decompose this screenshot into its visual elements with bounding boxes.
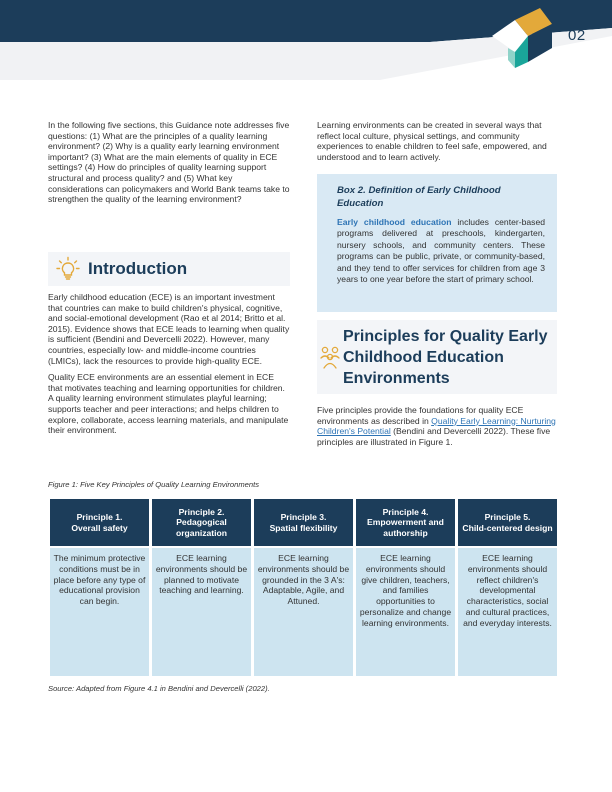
- lightbulb-icon: [48, 252, 88, 286]
- principle-title: Principle 2. Pedagogical organization: [152, 499, 251, 546]
- definition-box: [317, 174, 557, 312]
- definition-body: includes center-based programs delivered at preschools, kindergarten, nursery schools, and community centers. These programs can be public, private, or community-based, and they tend to offer services for children from age 3 years to one year before the start of primary school.: [337, 217, 545, 285]
- principle-column: [356, 499, 455, 676]
- children-group-icon: [317, 320, 343, 394]
- principle-text: The minimum protective conditions must be in place before any type of educational provision can begin.: [50, 548, 149, 676]
- principles-figure: [50, 499, 557, 676]
- introduction-heading-block: [48, 252, 290, 286]
- introduction-paragraph-2: Quality ECE environments are an essential element in ECE that motivates teaching and learning opportunities for children. A quality learning environment stimulates playful learning; supports teacher and peer interactions; and helps children to explore, collaborate, access learning materials, and manipulate their environment.: [48, 372, 289, 436]
- principle-column: [458, 499, 557, 676]
- page-number: 02: [568, 27, 586, 44]
- introduction-paragraph-1: Early childhood education (ECE) is an important investment that countries can make to build children's physical, cognitive, and social-emotional development (Rao et al 2014; Britto et al. 2015). Evidence shows that ECE leads to learning when quality is sufficient (Bendini and Devercelli 2022). However, many countries, especially low- and middle-income countries (LMICs), lack the resources to provide high-quality ECE.: [48, 292, 290, 366]
- principle-title: Principle 5. Child-centered design: [458, 499, 557, 546]
- principle-column: [254, 499, 353, 676]
- header-band: [0, 0, 612, 80]
- principles-text-after: (Bendini and Devercelli 2022). These five principles are illustrated in Figure 1.: [317, 426, 551, 447]
- figure-caption: Figure 1: Five Key Principles of Quality Learning Environments: [48, 480, 260, 489]
- overview-paragraph: In the following five sections, this Guidance note addresses five questions: (1) What are the principles of a quality learning environment? (2) Why is a quality early learning environment important? (3) What are the main elements of quality in ECE settings? (4) How do principles of quality learning support structural and process quality? and (5) What key considerations can policymakers and World Bank teams take to strengthen the quality of the learning environment?: [48, 120, 290, 205]
- principles-paragraph: [317, 405, 557, 447]
- principles-heading: Principles for Quality Early Childhood Education Environments: [343, 327, 548, 387]
- principle-title: Principle 1. Overall safety: [50, 499, 149, 546]
- definition-term: Early childhood education: [337, 217, 452, 227]
- figure-source: Source: Adapted from Figure 4.1 in Bendini and Devercelli (2022).: [48, 684, 270, 693]
- principle-text: ECE learning environments should be grounded in the 3 A's: Adaptable, Agile, and Attuned.: [254, 548, 353, 676]
- principle-text: ECE learning environments should be planned to motivate teaching and learning.: [152, 548, 251, 676]
- introduction-heading: Introduction: [88, 259, 188, 278]
- principles-heading-block: [317, 320, 557, 394]
- principle-column: [50, 499, 149, 676]
- definition-box-title: Box 2. Definition of Early Childhood Education: [337, 185, 501, 209]
- principle-title: Principle 3. Spatial flexibility: [254, 499, 353, 546]
- definition-box-text: [337, 217, 545, 285]
- learning-environments-paragraph: Learning environments can be created in several ways that reflect local culture, physical settings, and community experiences to enable children to feel safe, empowered, and understood and to learn actively.: [317, 120, 547, 162]
- publication-link[interactable]: Quality Early Learning: Nurturing Children's Potential: [317, 415, 556, 437]
- principle-title: Principle 4. Empowerment and authorship: [356, 499, 455, 546]
- principle-text: ECE learning environments should reflect children's developmental characteristics, social and cultural practices, and everyday interests.: [458, 548, 557, 676]
- principle-column: [152, 499, 251, 676]
- principles-text-before: Five principles provide the foundations for quality ECE environments as described in: [317, 405, 524, 426]
- principle-text: ECE learning environments should give children, teachers, and families opportunities to personalize and change learning environments.: [356, 548, 455, 676]
